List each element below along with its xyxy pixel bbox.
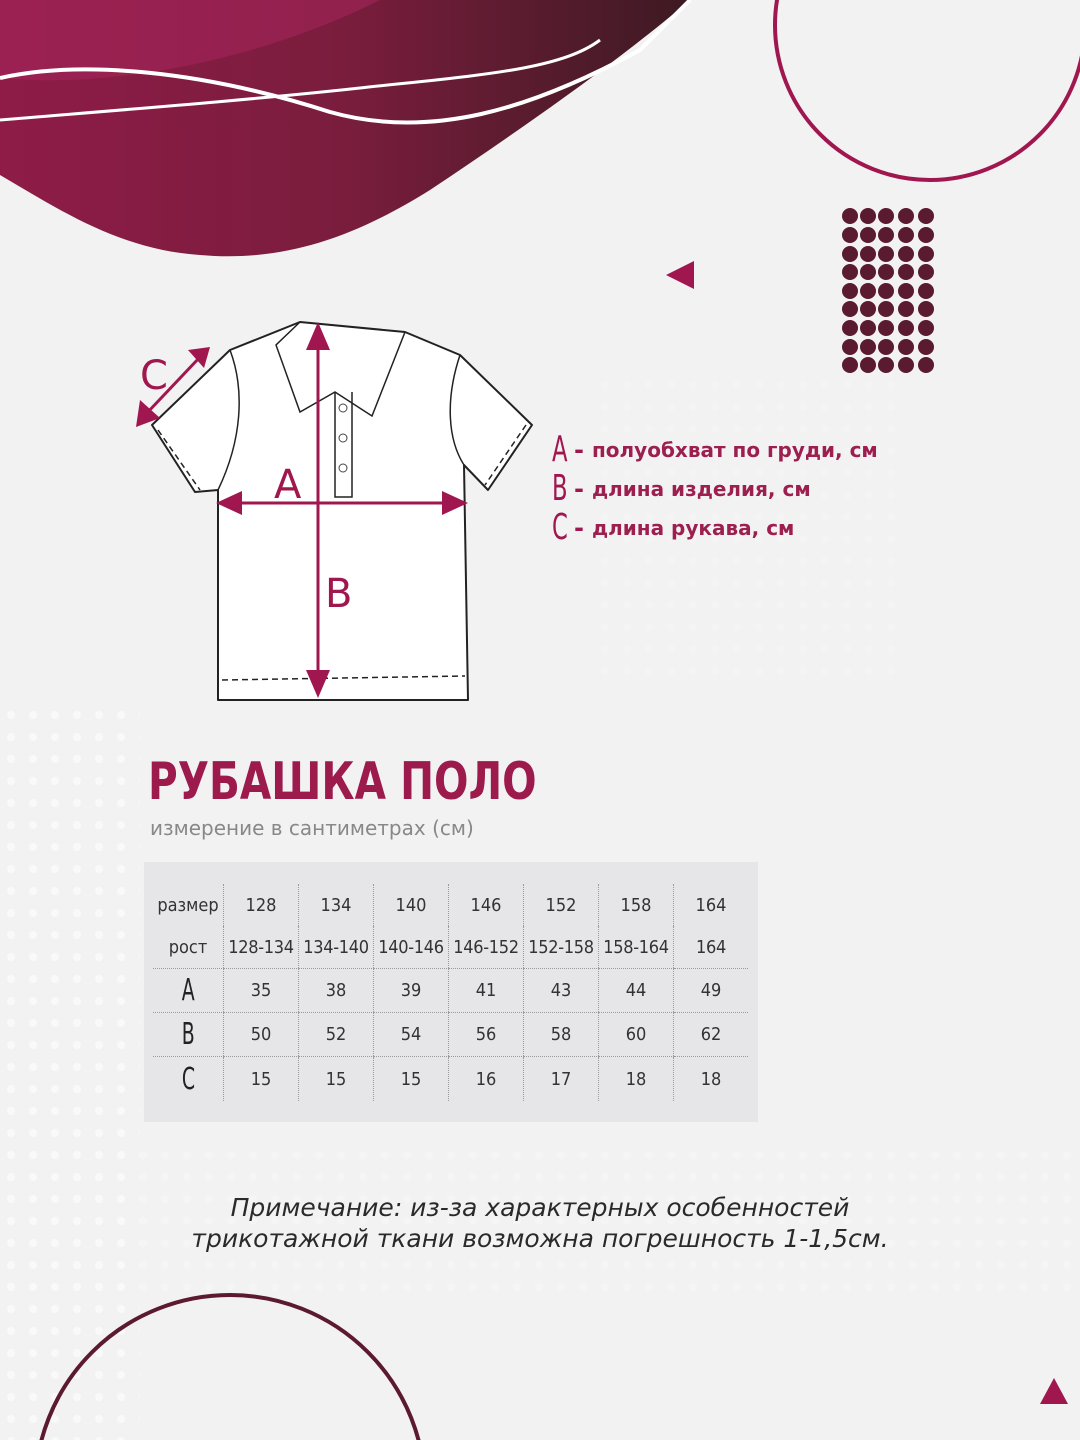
legend-item-b xyxy=(552,469,972,508)
legend-letter: A xyxy=(552,429,568,470)
row-letter: A xyxy=(181,973,195,1008)
table-row-b xyxy=(153,1013,748,1057)
size-cell: 164 xyxy=(674,884,749,926)
note-line-1: Примечание: из-за характерных особенностей xyxy=(230,1193,850,1222)
value-cell: 50 xyxy=(224,1013,299,1057)
value-cell: 54 xyxy=(374,1013,449,1057)
measurement-legend xyxy=(552,430,972,547)
size-cell: 146 xyxy=(449,884,524,926)
legend-letter: C xyxy=(552,507,568,548)
diagram-label-b: B xyxy=(325,571,353,617)
row-label-height: рост xyxy=(153,926,224,969)
size-cell: 140 xyxy=(374,884,449,926)
value-cell: 16 xyxy=(449,1057,524,1102)
table-row-c xyxy=(153,1057,748,1102)
value-cell: 35 xyxy=(224,969,299,1013)
legend-letter: B xyxy=(552,468,568,509)
page-title: РУБАШКА ПОЛО xyxy=(148,752,537,812)
size-cell: 158 xyxy=(599,884,674,926)
note-line-2: трикотажной ткани возможна погрешность 1-1,5см. xyxy=(191,1224,889,1253)
height-cell: 128-134 xyxy=(224,926,299,969)
height-cell: 134-140 xyxy=(299,926,374,969)
size-cell: 134 xyxy=(299,884,374,926)
height-cell: 158-164 xyxy=(599,926,674,969)
row-label-c xyxy=(153,1057,224,1102)
value-cell: 15 xyxy=(299,1057,374,1102)
value-cell: 18 xyxy=(599,1057,674,1102)
legend-text: длина рукава, см xyxy=(591,515,795,540)
size-cell: 152 xyxy=(524,884,599,926)
value-cell: 38 xyxy=(299,969,374,1013)
height-cell: 146-152 xyxy=(449,926,524,969)
row-letter: B xyxy=(181,1017,195,1052)
size-table xyxy=(153,884,748,1101)
value-cell: 60 xyxy=(599,1013,674,1057)
value-cell: 49 xyxy=(674,969,749,1013)
legend-text: полуобхват по груди, см xyxy=(591,437,878,462)
height-cell: 140-146 xyxy=(374,926,449,969)
table-row-size xyxy=(153,884,748,926)
legend-item-c xyxy=(552,508,972,547)
value-cell: 15 xyxy=(374,1057,449,1102)
row-letter: C xyxy=(181,1061,195,1097)
page-subtitle: измерение в сантиметрах (см) xyxy=(150,816,474,840)
value-cell: 39 xyxy=(374,969,449,1013)
table-row-a xyxy=(153,969,748,1013)
row-label-size: размер xyxy=(157,894,219,916)
value-cell: 43 xyxy=(524,969,599,1013)
value-cell: 41 xyxy=(449,969,524,1013)
diagram-label-a: A xyxy=(274,462,302,508)
row-label-a xyxy=(153,969,224,1013)
value-cell: 52 xyxy=(299,1013,374,1057)
value-cell: 62 xyxy=(674,1013,749,1057)
value-cell: 58 xyxy=(524,1013,599,1057)
value-cell: 44 xyxy=(599,969,674,1013)
legend-text: длина изделия, см xyxy=(591,476,811,501)
value-cell: 18 xyxy=(674,1057,749,1102)
diagram-label-c: C xyxy=(140,353,168,399)
size-cell: 128 xyxy=(224,884,299,926)
row-label-b xyxy=(153,1013,224,1057)
legend-item-a xyxy=(552,430,972,469)
value-cell: 56 xyxy=(449,1013,524,1057)
note-text xyxy=(160,1192,920,1254)
value-cell: 17 xyxy=(524,1057,599,1102)
height-cell: 164 xyxy=(674,926,749,969)
legend-dash: - xyxy=(574,474,584,503)
value-cell: 15 xyxy=(224,1057,299,1102)
legend-dash: - xyxy=(574,513,584,542)
height-cell: 152-158 xyxy=(524,926,599,969)
table-row-height xyxy=(153,926,748,969)
legend-dash: - xyxy=(574,435,584,464)
